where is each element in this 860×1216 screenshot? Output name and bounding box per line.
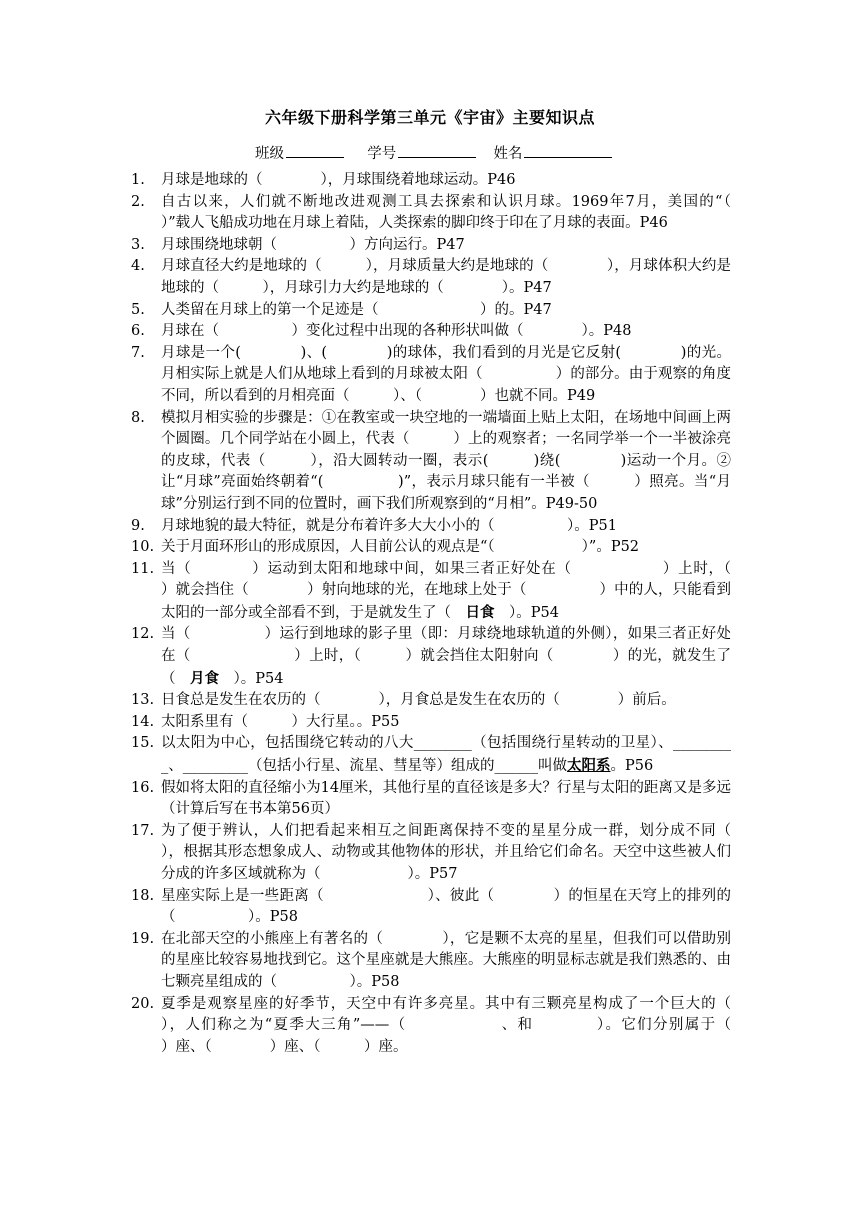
item-text [161, 192, 847, 235]
item-text-part: ）。P54 [494, 604, 559, 621]
number-label: 学号 [367, 146, 397, 162]
item-number: 16. [131, 779, 155, 796]
item-text-part: 日食总是发生在农历的（ ），月食总是发生在农历的（ ）前后。 [161, 692, 676, 709]
item-text-part: ）。P54 [219, 670, 284, 687]
list-item [131, 300, 731, 322]
list-item [131, 192, 847, 235]
item-text-part: 关于月面环形山的形成原因，人目前公认的观点是“（ ）”。P52 [161, 539, 640, 556]
item-number: 18. [131, 887, 155, 904]
item-answer-text: 太阳系 [567, 757, 611, 775]
list-item [131, 624, 731, 690]
question-list [131, 170, 847, 1058]
item-text-part: 月球在（ ）变化过程中出现的各种形状叫做（ ）。P48 [161, 323, 632, 340]
list-item [131, 321, 731, 343]
item-text [161, 343, 731, 408]
list-item [131, 235, 731, 257]
item-text [161, 690, 731, 712]
item-number: 11. [131, 560, 155, 577]
list-item [131, 343, 731, 408]
class-blank[interactable] [286, 143, 344, 158]
item-text-part: 月球是一个( )、( )的球体，我们看到的月光是它反射( )的光。月相实际上就是人们从地球上看到的月球被太阳（ ）的部分。由于观察的角度不同，所以看到的月相亮面（ ）、（ ）也就不同。P49 [161, 344, 731, 404]
item-number: 9. [131, 517, 145, 534]
item-text-part: 月球地貌的最大特征，就是分布着许多大大小小的（ ）。P51 [161, 517, 617, 534]
item-text [161, 256, 731, 299]
item-number: 10. [131, 539, 155, 556]
item-text-part: 自古以来，人们就不断地改进观测工具去探索和认识月球。1969年7月，美国的“（ ）”载人飞船成功地在月球上着陆，人类探索的脚印终于印在了月球的表面。P46 [161, 193, 847, 232]
item-text [161, 300, 731, 322]
item-text [161, 559, 775, 625]
item-text [161, 929, 731, 994]
item-text-part: 月球是地球的（ ），月球围绕着地球运动。P46 [161, 172, 516, 188]
list-item [131, 886, 731, 929]
item-number: 15. [131, 735, 155, 752]
item-number: 12. [131, 626, 155, 643]
item-text-part: 太阳系里有（ ）大行星。。P55 [161, 713, 400, 730]
item-number: 13. [131, 692, 155, 709]
item-number: 2. [131, 193, 145, 210]
item-text-part: 在北部天空的小熊座上有著名的（ ），它是颗不太亮的星星，但我们可以借助别的星座比较容易地找到它。这个星座就是大熊座。大熊座的明显标志就是我们熟悉的、由七颗亮星组成的（ ）。P58 [161, 930, 731, 990]
item-number: 6. [131, 323, 145, 340]
item-number: 7. [131, 344, 145, 361]
class-label: 班级 [255, 146, 284, 162]
list-item [131, 408, 731, 516]
item-text [161, 778, 731, 821]
list-item [131, 537, 731, 559]
item-text [161, 733, 731, 777]
item-number: 1. [131, 172, 145, 188]
item-text [161, 886, 731, 929]
item-answer-text: 日食 [465, 603, 495, 621]
list-item [131, 170, 731, 192]
item-text-part: 模拟月相实验的步骤是：①在教室或一块空地的一端墙面上贴上太阳，在场地中间画上两个圆圈。几个同学站在小圆上，代表（ ）上的观察者；一名同学举一个一半被涂亮的皮球，代表（ ），沿大圆转动一圈，表示( )绕( )运动一个月。②让“月球”亮面始终朝着“( )”，表示月球只能有一半被（ ）照亮。当“月球”分别运行到不同的位置时，画下我们所观察到的“月相”。P49-50 [161, 409, 731, 512]
item-text-part: 夏季是观察星座的好季节，天空中有许多亮星。其中有三颗亮星构成了一个巨大的（ ），人们称之为“夏季大三角”——（ 、和 ）。它们分别属于（ ）座、（ ）座、（ ）座。 [161, 995, 804, 1055]
item-number: 19. [131, 930, 155, 947]
item-text-part: 星座实际上是一些距离（ ）、彼此（ ）的恒星在天穹上的排列的（ ）。P58 [161, 887, 731, 926]
item-number: 14. [131, 713, 155, 730]
item-answer-text: 月食 [190, 669, 219, 687]
item-text-part: 当（ ）运动到太阳和地球中间，如果三者正好处在（ ）上时，（ ）就会挡住（ ）射向地球的光，在地球上处于（ ）中的人，只能看到太阳的一部分或全部看不到，于是就发生了（ [161, 560, 775, 621]
list-item [131, 778, 731, 821]
list-item [131, 559, 775, 625]
list-item [131, 994, 804, 1059]
list-item [131, 516, 731, 538]
list-item [131, 256, 731, 299]
number-blank[interactable] [398, 143, 476, 158]
item-text [161, 624, 731, 690]
name-label: 姓名 [493, 146, 523, 162]
item-number: 5. [131, 301, 145, 318]
list-item [131, 929, 731, 994]
item-text-part: 。P56 [610, 758, 654, 775]
item-text-part: 以太阳为中心，包括围绕它转动的八大________（包括围绕行星转动的卫星）、_________、_________（包括小行星、流星、彗星等）组成的______叫做 [161, 735, 731, 775]
item-text [161, 821, 789, 886]
item-text-part: 当（ ）运行到地球的影子里（即：月球绕地球轨道的外侧），如果三者正好处在（ ）上时，（ ）就会挡住太阳射向（ ）的光，就发生了（ [161, 626, 731, 687]
list-item [131, 733, 731, 777]
item-number: 17. [131, 822, 155, 839]
page-title: 六年级下册科学第三单元《宇宙》主要知识点 [264, 108, 595, 127]
item-text-part: 为了便于辨认，人们把看起来相互之间距离保持不变的星星分成一群，划分成不同（ ），根据其形态想象成人、动物或其他物体的形状，并且给它们命名。天空中这些被人们分成的许多区域就称为（ ）。P57 [161, 822, 789, 882]
name-blank[interactable] [524, 143, 612, 158]
list-item [131, 690, 731, 712]
item-text-part: 人类留在月球上的第一个足迹是（ ）的。P47 [161, 301, 552, 318]
list-item [131, 821, 789, 886]
item-text [161, 712, 731, 734]
item-number: 8. [131, 409, 145, 426]
item-text [161, 537, 731, 559]
item-text-part: 月球直径大约是地球的（ ），月球质量大约是地球的（ ），月球体积大约是地球的（ ），月球引力大约是地球的（ ）。P47 [161, 258, 731, 296]
list-item [131, 712, 731, 734]
item-text [161, 170, 731, 192]
item-text [161, 321, 731, 343]
item-number: 3. [131, 236, 145, 253]
item-text [161, 235, 731, 257]
item-text-part: 假如将太阳的直径缩小为14厘米，其他行星的直径该是多大？行星与太阳的距离又是多远（计算后写在书本第56页） [161, 779, 731, 818]
item-text [161, 408, 731, 516]
student-info-line [255, 142, 612, 163]
item-number: 4. [131, 258, 145, 275]
item-text [161, 994, 804, 1059]
item-text-part: 月球围绕地球朝（ ）方向运行。P47 [161, 236, 465, 253]
item-number: 20. [131, 995, 155, 1012]
item-text [161, 516, 731, 538]
